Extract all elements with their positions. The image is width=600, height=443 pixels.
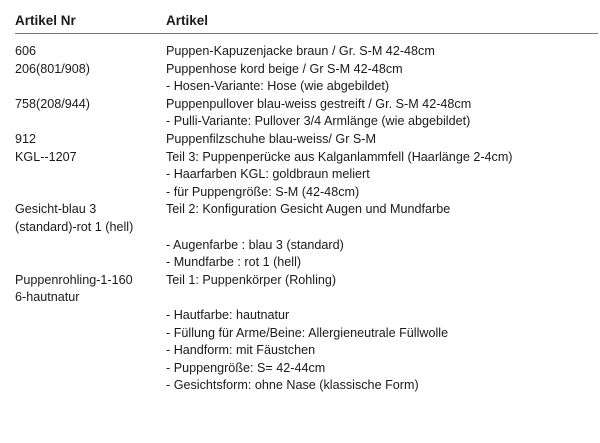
article-description: - Gesichtsform: ohne Nase (klassische Form): [166, 378, 419, 393]
table-row: [15, 131, 600, 149]
table-row: [15, 254, 600, 272]
article-number: [15, 184, 166, 202]
article-number: [15, 377, 166, 395]
article-description: [166, 219, 600, 237]
article-description: Puppenpullover blau-weiss gestreift / Gr. S-M 42-48cm: [166, 96, 472, 111]
header-artikel-nr: Artikel Nr: [15, 13, 76, 28]
table-row: [15, 201, 600, 219]
table-row: [15, 307, 600, 325]
table-header: [15, 12, 600, 30]
article-number: [15, 254, 166, 272]
article-number: [15, 342, 166, 360]
table-row: [15, 325, 600, 343]
article-description: - Augenfarbe : blau 3 (standard): [166, 237, 344, 252]
table-row: [15, 289, 600, 307]
article-description: Puppenfilzschuhe blau-weiss/ Gr S-M: [166, 131, 376, 146]
table-row: [15, 342, 600, 360]
article-description: - Haarfarben KGL: goldbraun meliert: [166, 167, 370, 182]
table-row: [15, 219, 600, 237]
article-description: - Mundfarbe : rot 1 (hell): [166, 255, 302, 270]
table-row: [15, 61, 600, 79]
article-description: - Handform: mit Fäustchen: [166, 343, 316, 358]
table-row: [15, 43, 600, 61]
article-description: Puppen-Kapuzenjacke braun / Gr. S-M 42-48cm: [166, 44, 435, 58]
article-number: 206(801/908): [15, 61, 90, 76]
article-description: - Pulli-Variante: Pullover 3/4 Armlänge (wie abgebildet): [166, 114, 471, 129]
article-description: - Puppengröße: S= 42-44cm: [166, 360, 326, 375]
article-description: Teil 2: Konfiguration Gesicht Augen und Mundfarbe: [166, 202, 451, 217]
article-description: - Hosen-Variante: Hose (wie abgebildet): [166, 79, 390, 94]
article-number: [15, 360, 166, 378]
table-row: [15, 96, 600, 114]
article-description: [166, 289, 600, 307]
table-row: [15, 237, 600, 255]
article-number: [15, 307, 166, 325]
table-row: [15, 78, 600, 96]
article-number: 758(208/944): [15, 96, 90, 111]
table-row: [15, 149, 600, 167]
article-number: [15, 113, 166, 131]
article-number: [15, 166, 166, 184]
header-artikel: Artikel: [166, 13, 209, 28]
article-description: Teil 3: Puppenperücke aus Kalganlammfell (Haarlänge 2-4cm): [166, 149, 513, 164]
table-row: [15, 272, 600, 290]
article-number: 912: [15, 131, 37, 146]
article-description: Puppenhose kord beige / Gr S-M 42-48cm: [166, 61, 403, 76]
table-row: [15, 113, 600, 131]
article-rows: [15, 43, 600, 395]
header-divider: [15, 33, 598, 34]
article-number: 6-hautnatur: [15, 290, 80, 305]
article-description: - Füllung für Arme/Beine: Allergieneutrale Füllwolle: [166, 325, 449, 340]
article-number: KGL--1207: [15, 149, 77, 164]
table-row: [15, 360, 600, 378]
table-row: [15, 377, 600, 395]
table-row: [15, 166, 600, 184]
table-row: [15, 184, 600, 202]
article-description: Teil 1: Puppenkörper (Rohling): [166, 272, 337, 287]
article-description: - Hautfarbe: hautnatur: [166, 307, 290, 322]
article-number: 606: [15, 44, 37, 58]
article-number: [15, 325, 166, 343]
article-number: [15, 78, 166, 96]
article-number: [15, 237, 166, 255]
article-number: Gesicht-blau 3: [15, 202, 97, 217]
article-number: (standard)-rot 1 (hell): [15, 219, 134, 234]
article-number: Puppenrohling-1-160: [15, 272, 133, 287]
article-description: - für Puppengröße: S-M (42-48cm): [166, 184, 360, 199]
